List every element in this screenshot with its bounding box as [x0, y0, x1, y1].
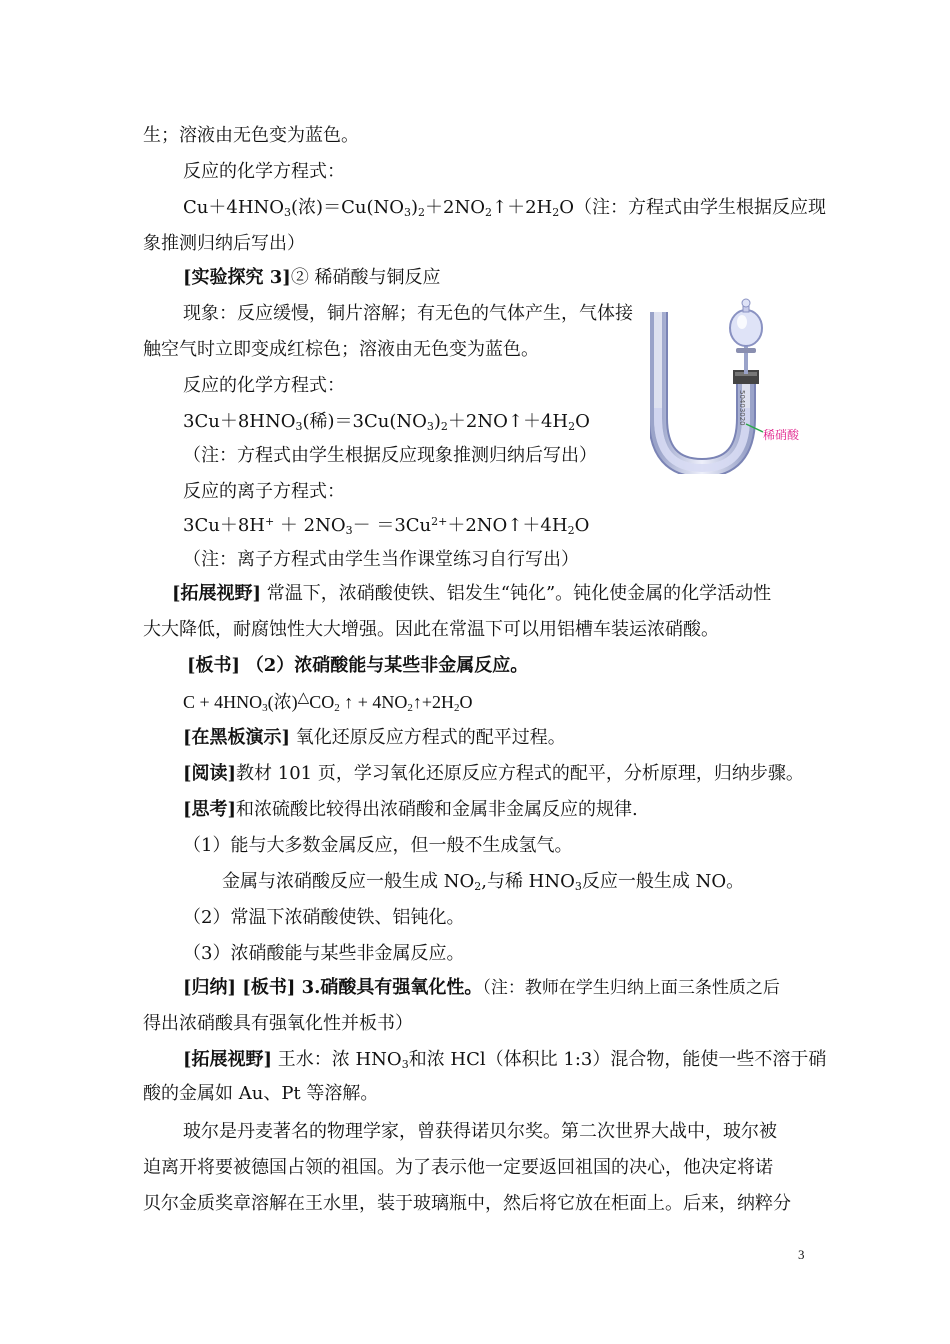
text-line: （1）能与大多数金属反应，但一般不生成氢气。 [183, 835, 573, 856]
text-line: [归纳] [板书] 3.硝酸具有强氧化性。（注：教师在学生归纳上面三条性质之后 [183, 977, 780, 998]
text-line: 反应的化学方程式： [183, 375, 345, 396]
text-line: 迫离开将要被德国占领的祖国。为了表示他一定要返回祖国的决心，他决定将诺 [143, 1157, 773, 1178]
equation-line: $Cu+4HNO_3$(浓)$=Cu(NO_3)_2+2NO_2↑+2H_2O$（注：方程式由学生根据反应现 [183, 197, 826, 219]
text-line: 反应的离子方程式： [183, 481, 345, 502]
text-line: [在黑板演示] 氧化还原反应方程式的配平过程。 [183, 727, 566, 748]
equation-line: $3Cu+8HNO_3$(稀)$=3Cu(NO_3)_2+2NO↑+4H_2O$ [183, 411, 590, 433]
equation-line: $C + 4HNO_3$(浓)$^\triangle CO_2$ ↑ + $4NO_2↑+2H_2O$ [183, 690, 473, 714]
text-line: [思考]和浓硫酸比较得出浓硝酸和金属非金属反应的规律. [183, 799, 638, 820]
u-tube-diagram [650, 298, 820, 474]
text-line: 贝尔金质奖章溶解在王水里，装于玻璃瓶中，然后将它放在柜面上。后来，纳粹分 [143, 1193, 791, 1214]
text-line: 大大降低，耐腐蚀性大大增强。因此在常温下可以用铝槽车装运浓硝酸。 [143, 619, 719, 640]
text-line: 现象：反应缓慢，铜片溶解；有无色的气体产生，气体接 [183, 303, 633, 324]
text-line: （3）浓硝酸能与某些非金属反应。 [183, 943, 465, 964]
text-line: 生；溶液由无色变为蓝色。 [143, 125, 359, 146]
page-number: 3 [798, 1247, 805, 1262]
section-heading: [板书] （2）浓硝酸能与某些非金属反应。 [187, 655, 529, 676]
text-line: 酸的金属如 Au、Pt 等溶解。 [143, 1083, 379, 1104]
text-line: 得出浓硝酸具有强氧化性并板书） [143, 1013, 413, 1034]
dilute-nitric-acid-label: 稀硝酸 [763, 428, 800, 442]
equation-line: $3Cu+8H^+ + 2NO_3-$ $=3Cu^{2+}+2NO↑+4H_2O$ [183, 515, 590, 537]
text-line: [拓展视野] 常温下，浓硝酸使铁、铝发生“钝化”。钝化使金属的化学活动性 [172, 583, 772, 604]
text-line: [拓展视野] 王水：浓 $HNO_3$和浓 HCl（体积比 1:3）混合物，能使一些不溶于硝 [183, 1049, 827, 1071]
section-heading: [实验探究 3]② 稀硝酸与铜反应 [183, 267, 441, 288]
text-line: 象推测归纳后写出） [143, 233, 305, 254]
separatory-funnel [730, 310, 762, 346]
text-line: [阅读]教材 101 页，学习氧化还原反应方程式的配平，分析原理，归纳步骤。 [183, 763, 804, 784]
text-line: 触空气时立即变成红棕色；溶液由无色变为蓝色。 [143, 339, 539, 360]
u-tube-apparatus-figure [650, 298, 820, 474]
text-line: 玻尔是丹麦著名的物理学家，曾获得诺贝尔奖。第二次世界大战中，玻尔被 [183, 1121, 777, 1142]
text-line: （注：方程式由学生根据反应现象推测归纳后写出） [183, 445, 597, 466]
text-line: 金属与浓硝酸反应一般生成 $NO_2$,与稀 $HNO_3$反应一般生成 NO。 [222, 871, 745, 893]
text-line: （注：离子方程式由学生当作课堂练习自行写出） [183, 549, 579, 570]
graduation-scale: 50403020 [738, 390, 746, 426]
text-line: （2）常温下浓硝酸使铁、铝钝化。 [183, 907, 465, 928]
text-line: 反应的化学方程式： [183, 161, 345, 182]
